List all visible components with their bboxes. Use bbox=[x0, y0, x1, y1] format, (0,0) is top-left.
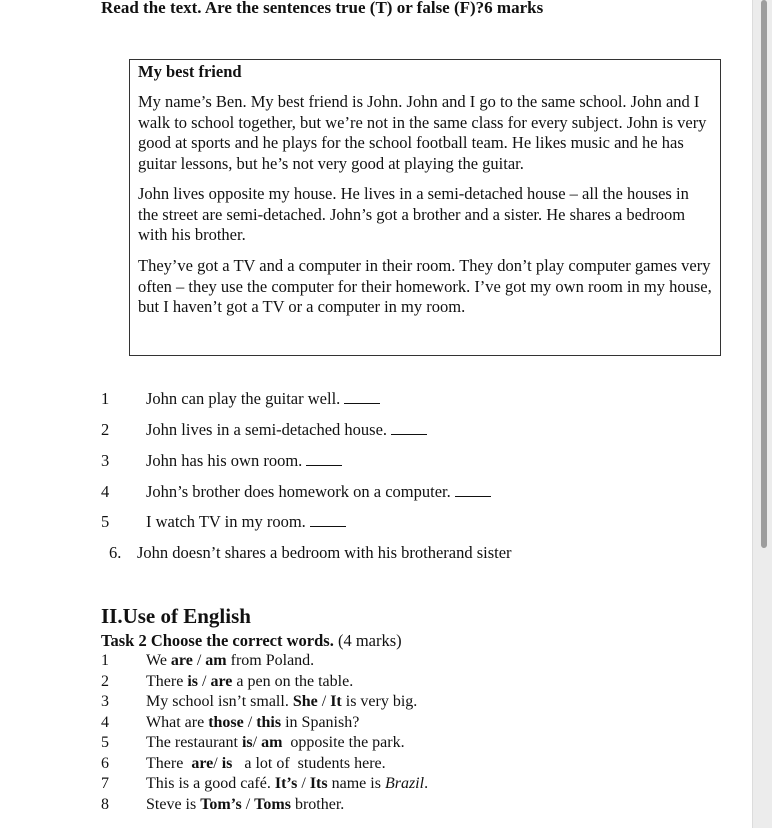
choice-option[interactable]: She bbox=[292, 693, 318, 710]
reading-paragraph: They’ve got a TV and a computer in their room. They don’t play computer games very often – they use the computer for their homework. I’ve got my own room in my house, but I haven’t got a TV or a computer in my room. bbox=[138, 256, 712, 317]
answer-blank[interactable] bbox=[344, 403, 380, 404]
choice-separator: / bbox=[241, 796, 255, 813]
item-text: opposite the park. bbox=[282, 734, 405, 751]
choice-separator: / bbox=[252, 734, 262, 751]
choice-option[interactable]: are bbox=[191, 755, 214, 772]
item-number: 6 bbox=[101, 755, 109, 772]
choice-separator: / bbox=[192, 652, 206, 669]
choice-separator: / bbox=[317, 693, 331, 710]
question-number: 4 bbox=[101, 482, 110, 501]
item-number: 8 bbox=[101, 796, 109, 813]
task-title-bold: Task 2 Choose the correct words. bbox=[101, 631, 334, 650]
item-number: 5 bbox=[101, 734, 109, 751]
question-number: 2 bbox=[101, 420, 110, 439]
item-text-italic: Brazil bbox=[384, 775, 425, 792]
item-number: 1 bbox=[101, 652, 109, 669]
answer-blank[interactable] bbox=[310, 526, 346, 527]
choice-separator: / bbox=[197, 673, 211, 690]
choice-option[interactable]: Toms bbox=[254, 796, 291, 813]
item-text: a pen on the table. bbox=[232, 673, 354, 690]
reading-title: My best friend bbox=[138, 62, 242, 81]
item-number: 3 bbox=[101, 693, 109, 710]
exercise-instruction: Read the text. Are the sentences true (T) or false (F)?6 marks bbox=[101, 0, 544, 17]
item-text: from Poland. bbox=[226, 652, 315, 669]
section-title: II.Use of English bbox=[101, 604, 251, 628]
task-title bbox=[101, 631, 402, 651]
question-text: John’s brother does homework on a computer. bbox=[146, 482, 451, 501]
question-number: 3 bbox=[101, 451, 110, 470]
choice-option[interactable]: is bbox=[221, 755, 233, 772]
choice-option[interactable]: is bbox=[187, 673, 198, 690]
reading-text-box bbox=[129, 59, 721, 356]
answer-blank[interactable] bbox=[455, 496, 491, 497]
question-text: John doesn’t shares a bedroom with his brotherand sister bbox=[137, 543, 512, 562]
item-text: My school isn’t small. bbox=[146, 693, 293, 710]
question-text: John lives in a semi-detached house. bbox=[146, 420, 388, 439]
item-text: The restaurant bbox=[146, 734, 242, 751]
reading-paragraph: John lives opposite my house. He lives in a semi-detached house – all the houses in the street are semi-detached. John’s got a brother and a sister. He shares a bedroom with his brother. bbox=[138, 184, 689, 245]
item-text: There bbox=[146, 755, 192, 772]
question-number: 6. bbox=[109, 543, 122, 562]
choice-option[interactable]: those bbox=[208, 714, 244, 731]
item-number: 4 bbox=[101, 714, 109, 731]
choice-separator: / bbox=[297, 775, 310, 792]
choice-separator: / bbox=[243, 714, 257, 731]
reading-paragraph: My name’s Ben. My best friend is John. John and I go to the same school. John and I walk to school together, but we’re not in the same class for every subject. John is very good at sports and he plays for the school football team. He likes music and he has guitar lessons, but he’s not very good at playing the guitar. bbox=[138, 92, 707, 173]
choice-option[interactable]: this bbox=[256, 714, 282, 731]
question-text: John can play the guitar well. bbox=[146, 389, 341, 408]
scrollbar-thumb[interactable] bbox=[761, 0, 767, 548]
item-number: 7 bbox=[101, 775, 109, 792]
item-text: brother. bbox=[290, 796, 345, 813]
choice-option[interactable]: Its bbox=[309, 775, 328, 792]
choice-option[interactable]: are bbox=[210, 673, 233, 690]
choice-option[interactable]: It bbox=[330, 693, 342, 710]
answer-blank[interactable] bbox=[391, 434, 427, 435]
item-text: Steve is bbox=[146, 796, 201, 813]
task-title-marks: (4 marks) bbox=[333, 631, 402, 650]
item-text: We bbox=[146, 652, 171, 669]
item-text: a lot of students here. bbox=[232, 755, 386, 772]
question-number: 5 bbox=[101, 512, 110, 531]
item-number: 2 bbox=[101, 673, 109, 690]
item-text: . bbox=[424, 775, 429, 792]
choice-option[interactable]: is bbox=[241, 734, 253, 751]
item-text: What are bbox=[146, 714, 209, 731]
question-text: I watch TV in my room. bbox=[146, 512, 306, 531]
item-text: name is bbox=[327, 775, 385, 792]
choice-option[interactable]: Tom’s bbox=[200, 796, 242, 813]
item-text: in Spanish? bbox=[281, 714, 360, 731]
question-text: John has his own room. bbox=[146, 451, 303, 470]
question-number: 1 bbox=[101, 389, 110, 408]
choice-option[interactable]: am bbox=[205, 652, 227, 669]
choice-separator: / bbox=[213, 755, 222, 772]
choice-option[interactable]: are bbox=[170, 652, 193, 669]
answer-blank[interactable] bbox=[306, 465, 342, 466]
choice-option[interactable]: It’s bbox=[274, 775, 298, 792]
item-text: There bbox=[146, 673, 188, 690]
choice-option[interactable]: am bbox=[261, 734, 283, 751]
item-text: This is a good café. bbox=[146, 775, 275, 792]
item-text: is very big. bbox=[341, 693, 418, 710]
